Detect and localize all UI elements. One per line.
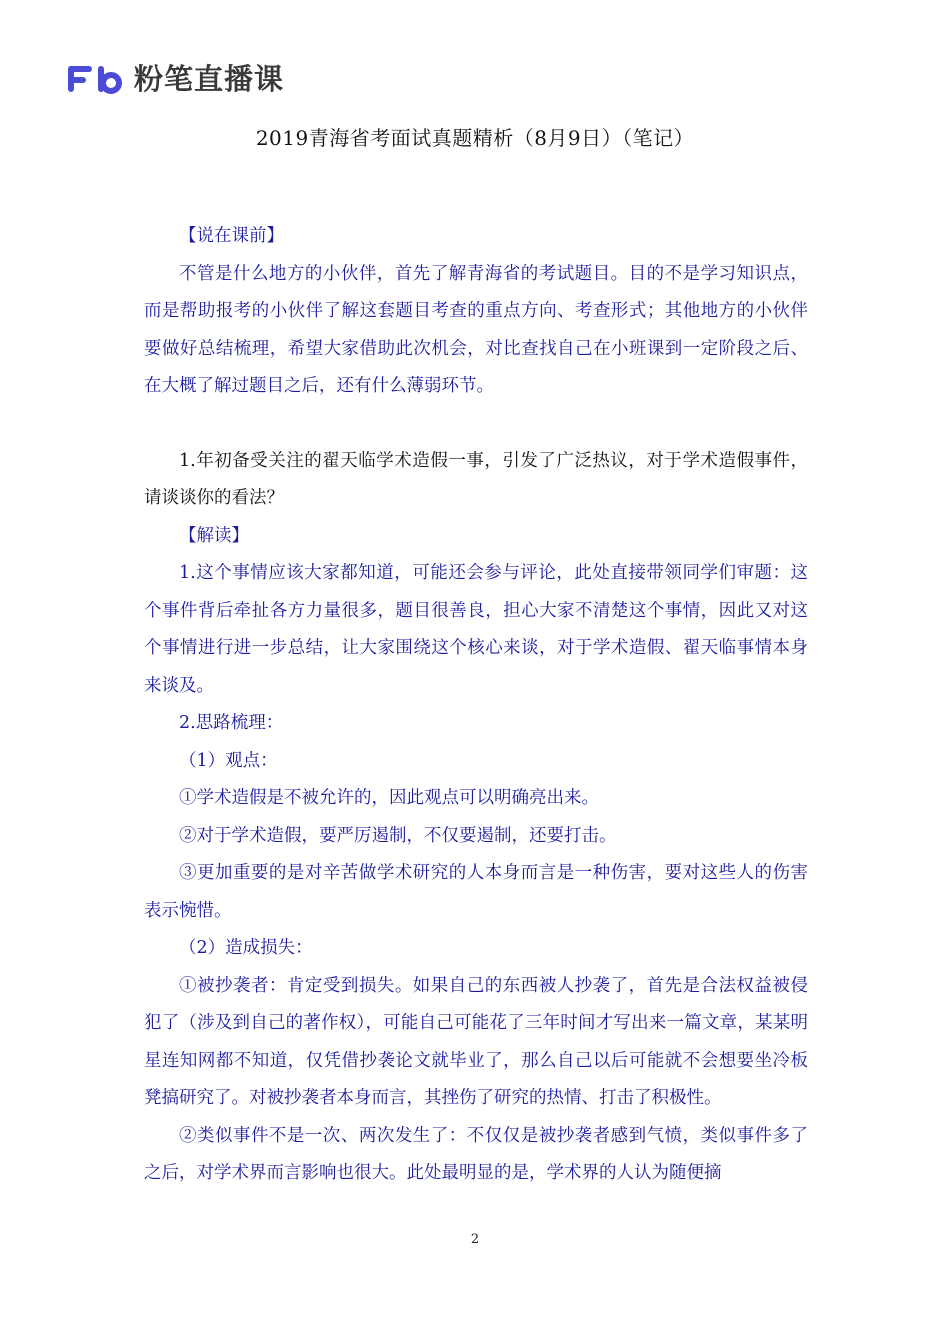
analysis-heading: 【解读】 (179, 525, 249, 546)
loss-item: ①被抄袭者：肯定受到损失。如果自己的东西被人抄袭了，首先是合法权益被侵犯了（涉及到自己的著作权），可能自己可能花了三年时间才写出来一篇文章，某某明星连知网都不知道，仅凭借抄袭论文就毕业了，那么自己以后可能就不会想要坐冷板凳搞研究了。对被抄袭者本身而言，其挫伤了研究的热情、打击了积极性。 (144, 975, 808, 1108)
intro-paragraph: 不管是什么地方的小伙伴，首先了解青海省的考试题目。目的不是学习知识点，而是帮助报考的小伙伴了解这套题目考查的重点方向、考查形式；其他地方的小伙伴要做好总结梳理，希望大家借助此次机会，对比查找自己在小班课到一定阶段之后、在大概了解过题目之后，还有什么薄弱环节。 (144, 263, 808, 396)
page-number: 2 (470, 1232, 480, 1247)
document-title: 2019青海省考面试真题精析（8月9日）（笔记） (255, 126, 695, 150)
section-viewpoint: （1）观点： (179, 750, 278, 771)
viewpoint-item: ③更加重要的是对辛苦做学术研究的人本身而言是一种伤害，要对这些人的伤害表示惋惜。 (144, 863, 808, 921)
section-loss: （2）造成损失： (179, 938, 313, 958)
fb-logo-icon (66, 62, 124, 96)
brand-logo-text: 粉笔直播课 (134, 62, 285, 96)
document-body (144, 218, 808, 1193)
viewpoint-item: ①学术造假是不被允许的，因此观点可以明确亮出来。 (179, 788, 599, 808)
loss-item: ②类似事件不是一次、两次发生了：不仅仅是被抄袭者感到气愤，类似事件多了之后，对学术界而言影响也很大。此处最明显的是，学术界的人认为随便摘 (144, 1125, 808, 1183)
intro-heading: 【说在课前】 (179, 226, 284, 246)
analysis-paragraph-1: 1.这个事情应该大家都知道，可能还会参与评论，此处直接带领同学们审题：这个事件背后牵扯各方力量很多，题目很善良，担心大家不清楚这个事情，因此又对这个事情进行进一步总结，让大家围绕这个核心来谈，对于学术造假、翟天临事情本身来谈及。 (144, 563, 808, 696)
question-text: 1.年初备受关注的翟天临学术造假一事，引发了广泛热议，对于学术造假事件，请谈谈你的看法？ (144, 450, 808, 508)
spacer (144, 406, 808, 443)
brand-logo (66, 62, 284, 96)
analysis-paragraph-2: 2.思路梳理： (179, 713, 284, 733)
viewpoint-item: ②对于学术造假，要严厉遏制，不仅要遏制，还要打击。 (179, 825, 617, 846)
